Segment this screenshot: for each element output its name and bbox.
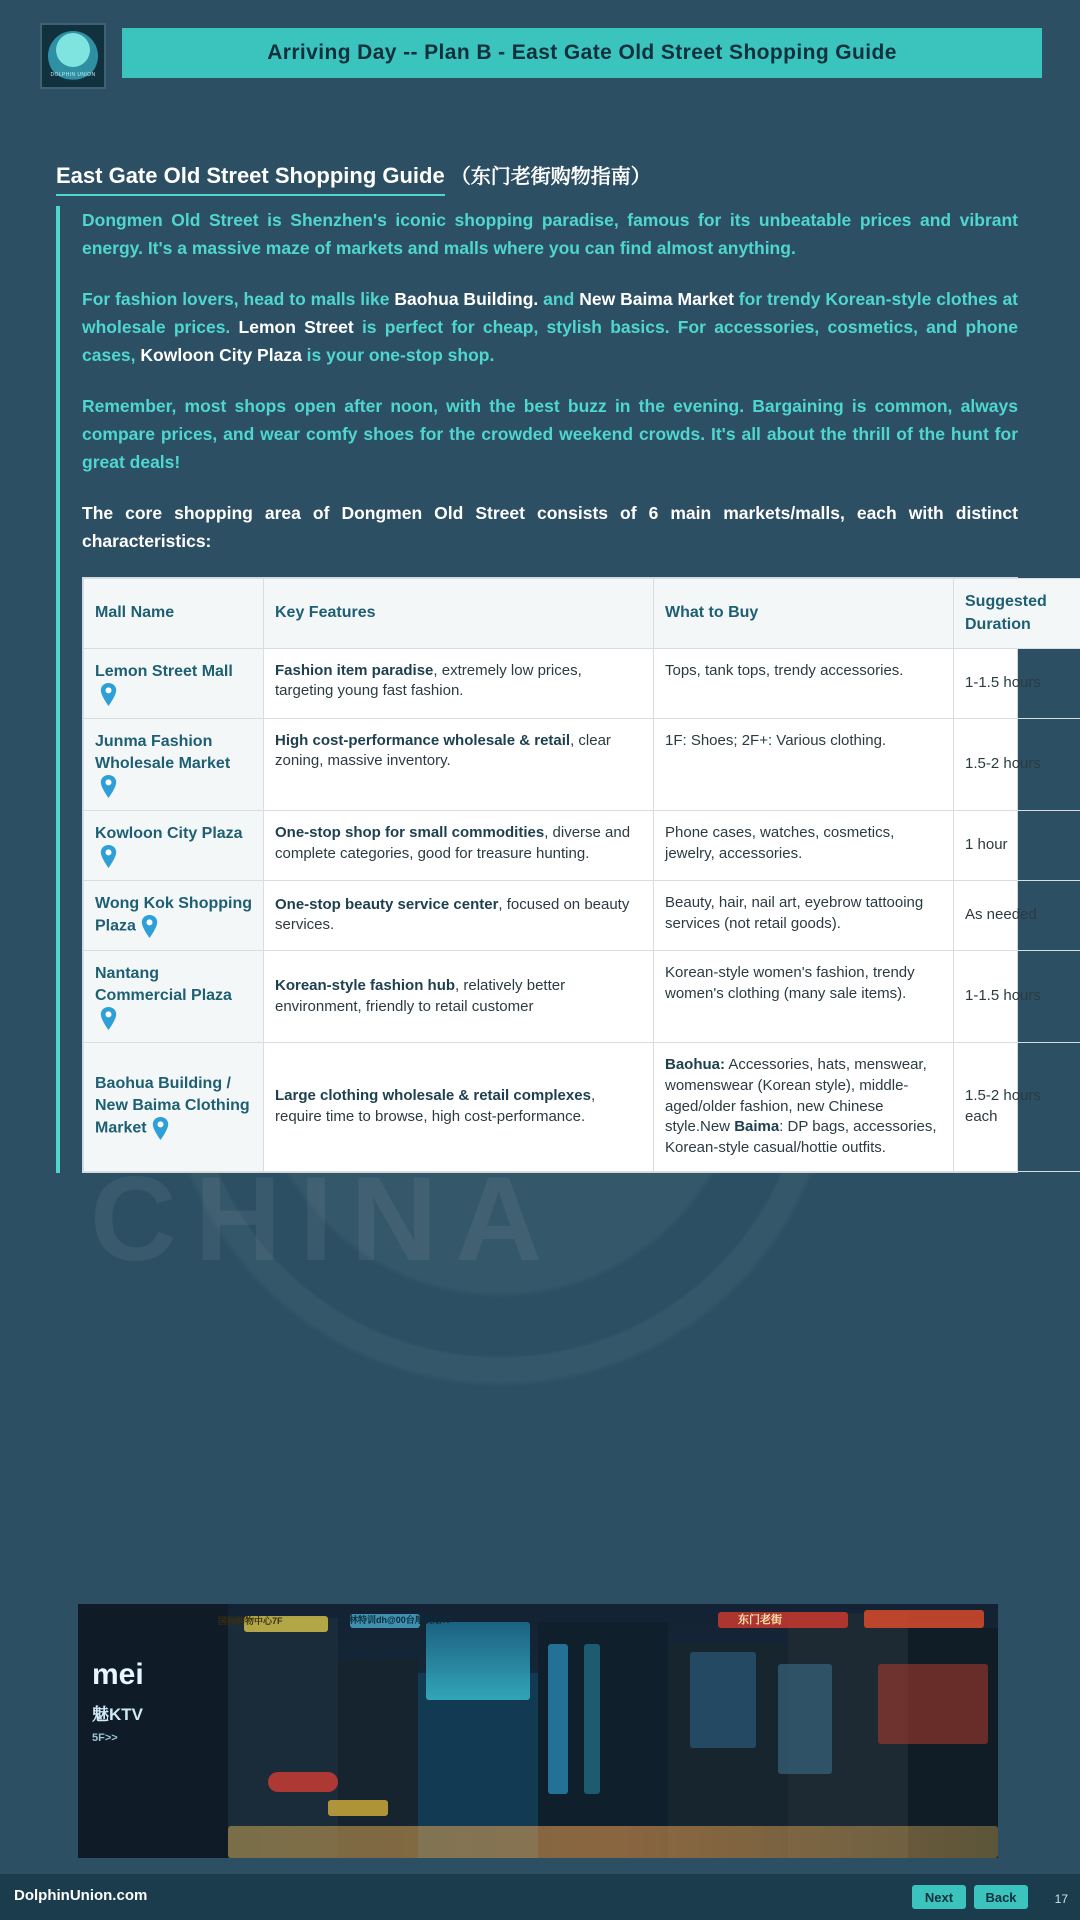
feature-rest: , relatively better environment, friendly to retail customer — [275, 976, 566, 1015]
photo-billboard — [690, 1652, 756, 1748]
photo-building — [78, 1604, 228, 1858]
map-pin-icon — [100, 683, 117, 706]
feature-bold: One-stop beauty service center — [275, 895, 499, 913]
map-pin-icon — [141, 915, 158, 938]
back-button[interactable]: Back — [974, 1885, 1028, 1909]
feature-rest: , clear zoning, massive inventory. — [275, 731, 611, 770]
col-header-mall-name: Mall Name — [84, 579, 264, 648]
page-number: 17 — [1054, 1892, 1068, 1906]
cell-what-to-buy: Tops, tank tops, trendy accessories. — [654, 648, 954, 718]
p2-lemon-street: Lemon Street — [238, 317, 354, 338]
photo-billboard — [328, 1800, 388, 1816]
map-pin-icon — [100, 1007, 117, 1030]
dolphin-icon — [48, 31, 98, 81]
table-row — [84, 718, 1080, 810]
cell-mall-name — [84, 718, 264, 810]
col-header-what-to-buy: What to Buy — [654, 579, 954, 648]
cell-duration: 1-1.5 hours — [954, 648, 1080, 718]
table-row — [84, 810, 1080, 880]
mall-name-text: Lemon Street Mall — [95, 662, 233, 680]
cell-duration: 1.5-2 hours — [954, 718, 1080, 810]
photo-billboard — [878, 1664, 988, 1744]
map-pin-icon — [152, 1117, 169, 1140]
cell-duration: 1.5-2 hours each — [954, 1043, 1080, 1171]
photo-billboard — [426, 1622, 530, 1700]
photo-billboard — [778, 1664, 832, 1774]
cell-key-features — [264, 810, 654, 880]
page-title: Arriving Day -- Plan B - East Gate Old Street Shopping Guide — [267, 41, 897, 64]
photo-sign-floor: 5F>> — [92, 1732, 118, 1744]
mall-name-text: Kowloon City Plaza — [95, 824, 243, 842]
content-body — [56, 206, 1047, 1173]
photo-billboard — [584, 1644, 600, 1794]
buy-bold-baima: Baima — [734, 1118, 780, 1136]
mall-name-text: Wong Kok Shopping Plaza — [95, 894, 253, 935]
cell-what-to-buy: Korean-style women's fashion, trendy women's clothing (many sale items). — [654, 950, 954, 1042]
cell-mall-name — [84, 1043, 264, 1171]
p2-part-e: for trendy Korean-style clothes at wholesale prices. — [82, 288, 1019, 338]
cell-mall-name — [84, 648, 264, 718]
photo-sign-mei: mei — [92, 1658, 144, 1691]
mall-name-text: Baohua Building / New Baima Clothing Market — [95, 1075, 250, 1138]
photo-sign-ktv: 魅KTV — [92, 1705, 143, 1724]
map-pin-icon — [100, 775, 117, 798]
photo-sign-top-left: 国际购物中心7F — [218, 1616, 283, 1626]
logo — [40, 23, 106, 89]
p2-new-baima: New Baima Market — [579, 288, 734, 309]
paragraph-fashion — [82, 285, 1018, 370]
feature-rest: , focused on beauty services. — [275, 895, 630, 934]
table-header-row — [84, 579, 1080, 648]
col-header-suggested-duration: Suggested Duration — [954, 579, 1080, 648]
buy-bold-baohua: Baohua: — [665, 1056, 725, 1074]
p2-part-i: is your one-stop shop. — [301, 345, 495, 366]
mall-table-wrapper — [82, 577, 1047, 1172]
watermark-text: CHINA — [90, 1152, 560, 1286]
feature-bold: Fashion item paradise — [275, 661, 434, 679]
cell-what-to-buy: Phone cases, watches, cosmetics, jewelry, accessories. — [654, 810, 954, 880]
section-heading — [56, 160, 1016, 196]
paragraph-intro: Dongmen Old Street is Shenzhen's iconic shopping paradise, famous for its unbeatable prices and vibrant energy. It's a massive maze of markets and malls where you can find almost anything. — [82, 210, 1018, 259]
p2-part-c: and — [538, 288, 580, 309]
footer-brand: DolphinUnion.com — [14, 1887, 148, 1904]
buy-rest-1: Accessories, hats, menswear, womenswear (Korean style), middle-aged/older fashion, new Chinese style.New — [665, 1056, 927, 1136]
table-row — [84, 1043, 1080, 1171]
map-pin-icon — [100, 845, 117, 868]
header-title-bar — [122, 28, 1042, 78]
cell-key-features — [264, 648, 654, 718]
cell-key-features — [264, 950, 654, 1042]
cell-key-features — [264, 718, 654, 810]
photo-street-lights — [228, 1826, 998, 1858]
col-header-key-features: Key Features — [264, 579, 654, 648]
photo-sign-right: 东门老街 — [738, 1614, 782, 1626]
mall-name-text: Nantang Commercial Plaza — [95, 964, 232, 1005]
table-row — [84, 880, 1080, 950]
paragraph-core-area: The core shopping area of Dongmen Old Street consists of 6 main markets/malls, each with distinct characteristics: — [82, 502, 1018, 552]
table-row — [84, 648, 1080, 718]
feature-rest: , extremely low prices, targeting young fast fashion. — [275, 661, 582, 700]
feature-bold: Large clothing wholesale & retail complexes — [275, 1087, 591, 1105]
cell-what-to-buy: Beauty, hair, nail art, eyebrow tattooing services (not retail goods). — [654, 880, 954, 950]
photo-billboard — [864, 1610, 984, 1628]
photo-billboard — [548, 1644, 568, 1794]
p2-kowloon-city-plaza: Kowloon City Plaza — [140, 345, 302, 366]
cell-duration: As needed — [954, 880, 1080, 950]
feature-bold: Korean-style fashion hub — [275, 976, 456, 994]
cell-mall-name — [84, 880, 264, 950]
street-photo — [78, 1604, 998, 1858]
feature-rest: , diverse and complete categories, good for treasure hunting. — [275, 823, 631, 862]
photo-billboard — [268, 1772, 338, 1792]
paragraph-tips: Remember, most shops open after noon, with the best buzz in the evening. Bargaining is common, always compare prices, and wear comfy shoes for the crowded weekend crowds. It's all about the thrill of the hunt for great deals! — [82, 395, 1018, 473]
cell-duration: 1 hour — [954, 810, 1080, 880]
cell-mall-name — [84, 810, 264, 880]
feature-bold: High cost-performance wholesale & retail — [275, 731, 571, 749]
cell-mall-name — [84, 950, 264, 1042]
logo-caption: DOLPHIN UNION — [50, 72, 96, 78]
section-title-cn: （东门老街购物指南） — [450, 166, 651, 188]
mall-name-text: Junma Fashion Wholesale Market — [95, 732, 231, 772]
p2-part-a: For fashion lovers, head to malls like — [82, 288, 395, 309]
next-button[interactable]: Next — [912, 1885, 966, 1909]
feature-bold: One-stop shop for small commodities — [275, 823, 545, 841]
mall-table — [83, 578, 1080, 1171]
p2-baohua: Baohua Building. — [394, 288, 539, 309]
p2-part-g: is perfect for cheap, stylish basics. For accessories, cosmetics, and phone cases, — [82, 317, 1019, 366]
cell-key-features — [264, 880, 654, 950]
table-row — [84, 950, 1080, 1042]
cell-what-to-buy — [654, 1043, 954, 1171]
page-header — [0, 0, 1080, 104]
cell-duration: 1-1.5 hours — [954, 950, 1080, 1042]
feature-rest: , require time to browse, high cost-performance. — [275, 1087, 596, 1125]
section-title-en: East Gate Old Street Shopping Guide — [56, 163, 445, 196]
cell-key-features — [264, 1043, 654, 1171]
page-footer — [0, 1874, 1080, 1920]
buy-rest-2: : DP bags, accessories, Korean-style casual/hottie outfits. — [665, 1118, 937, 1156]
photo-sign-top-mid: 少林特训dh@00台厚规划7F — [340, 1615, 453, 1625]
cell-what-to-buy: 1F: Shoes; 2F+: Various clothing. — [654, 718, 954, 810]
photo-building — [228, 1618, 338, 1858]
